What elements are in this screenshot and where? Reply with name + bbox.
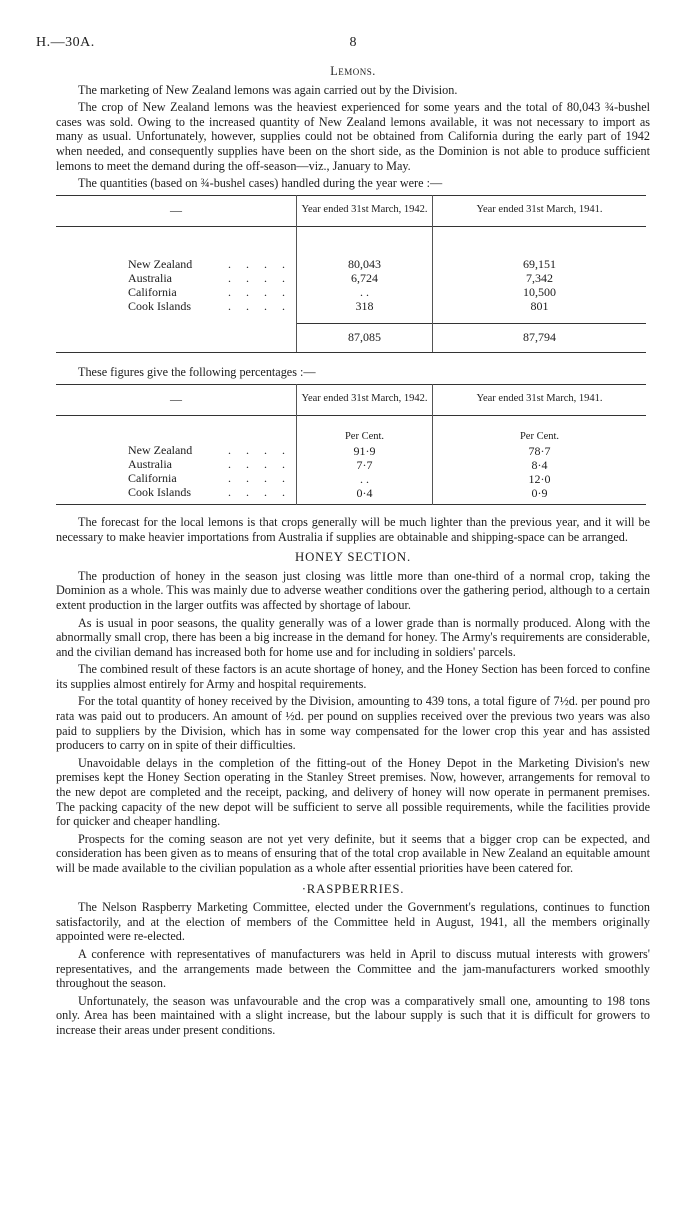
table-body (56, 257, 646, 313)
cell-1941: 10,500 (523, 284, 556, 299)
cell-1942: 318 (355, 298, 374, 313)
table-header-1942: Year ended 31st March, 1942. (297, 195, 433, 226)
row-label: Cook Islands . . . . (128, 298, 291, 313)
raspberries-paragraph-3: Unfortunately, the season was unfavourable and the crop was a comparatively small one, amounting to 198 tons only. Area has been maintained with a slight increase, but the labour supply is such that it is difficult for growers to increase their areas under present conditions. (56, 993, 650, 1037)
page-number: 8 (349, 35, 357, 50)
total-1942: 87,085 (297, 323, 433, 353)
page-header (36, 30, 650, 50)
row-label: California . . . . (128, 470, 291, 485)
honey-section-heading: HONEY SECTION. (295, 550, 411, 565)
row-label: California . . . . (128, 284, 291, 299)
table-header-1941: Year ended 31st March, 1941. (433, 195, 647, 226)
cell-1941: 69,151 (523, 256, 556, 271)
honey-paragraph-2: As is usual in poor seasons, the quality generally was of a lower grade than is normally produced. Along with the abnormally small crop, there has been a big increase in the demand for honey. The Army's requirements are considerable, and the civilian demand has increased both for home use and for including in soldiers' parcels. (56, 615, 650, 659)
table-header-blank: — (170, 391, 182, 406)
honey-paragraph-1: The production of honey in the season just closing was little more than one-third of a normal crop, taking the Dominion as a whole. This was mainly due to adverse weather conditions over the gathering period, although to a certain extent production in the larger outfits was affected by shortage of labour. (56, 568, 650, 612)
cell-1941: 801 (530, 298, 549, 313)
lemon-percentages-table (56, 384, 646, 505)
document-reference: H.—30A. (36, 35, 95, 50)
row-label: Australia . . . . (128, 456, 291, 471)
table-header-1942: Year ended 31st March, 1942. (297, 384, 433, 415)
unit-label-1942: Per Cent. (344, 430, 385, 442)
cell-1942: 7·7 (356, 457, 373, 472)
cell-1941: 78·7 (528, 443, 551, 458)
honey-paragraph-6: Prospects for the coming season are not yet very definite, but it seems that a bigger crop can be expected, and consideration has been given as to means of ensuring that of the total crop available in New Zealand an equitable amount will be made available to the civilian population as a whole after essential priorities have been catered for. (56, 831, 650, 875)
unit-label-1941: Per Cent. (519, 430, 560, 442)
table-total-row (56, 323, 646, 353)
lemons-paragraph-2: The crop of New Zealand lemons was the heaviest experienced for some years and the total of 80,043 ¾-bushel cases was sold. Owing to the increased quantity of New Zealand lemons available, it was not necessary to import as many as usual. Unfortunately, however, supplies could not be obtained from California during the early part of 1942 when needed, and consequently supplies have been on the short side, as the Dominion is not able to produce sufficient lemons to meet the demand during the off-season—viz., January to May. (56, 100, 650, 173)
cell-1942: . . (360, 284, 369, 299)
percentages-intro: These figures give the following percentages :— (78, 365, 316, 380)
lemons-paragraph-1: The marketing of New Zealand lemons was again carried out by the Division. (78, 82, 458, 97)
cell-1942: 91·9 (353, 443, 376, 458)
cell-1942: 6,724 (351, 270, 378, 285)
raspberries-heading: ·RASPBERRIES. (301, 881, 405, 896)
table-header-1941: Year ended 31st March, 1941. (433, 384, 647, 415)
row-label: Cook Islands . . . . (128, 484, 291, 499)
row-label: New Zealand . . . . (128, 256, 291, 271)
table-header-blank: — (170, 202, 182, 217)
table-header-row (56, 384, 646, 415)
raspberries-paragraph-1: The Nelson Raspberry Marketing Committee, elected under the Government's regulations, continues to function satisfactorily, and at the election of members of the Committee held in August, 1941, all the members originally appointed were re-elected. (56, 900, 650, 944)
row-label: New Zealand . . . . (128, 442, 291, 457)
honey-paragraph-3: The combined result of these factors is an acute shortage of honey, and the Honey Section has been forced to confine its supplies almost entirely for Army and hospital requirements. (56, 662, 650, 691)
cell-1941: 7,342 (526, 270, 553, 285)
cell-1942: 80,043 (348, 256, 381, 271)
cell-1941: 12·0 (528, 471, 551, 486)
lemons-paragraph-3: The quantities (based on ¾-bushel cases) handled during the year were :— (78, 176, 443, 191)
cell-1942: 0·4 (356, 485, 373, 500)
lemons-heading: Lemons. (330, 64, 376, 78)
raspberries-paragraph-2: A conference with representatives of manufacturers was held in April to discuss mutual interests with growers' representatives, and the arrangements made between the Committee and the jam-manufacturers worked smoothly throughout the season. (56, 946, 650, 991)
honey-paragraph-5: Unavoidable delays in the completion of the fitting-out of the Honey Depot in the Marketing Division's new premises kept the Honey Section operating in the Stanley Street premises. Now, however, arrangements for removal to the new depot are completed and the receipt, packing, and delivery of honey will now operate in permanent premises. The packing capacity of the new depot will be sufficient to serve all possible requirements, while the facilities provide for quicker and cheaper handling. (56, 755, 650, 829)
row-label: Australia . . . . (128, 270, 291, 285)
total-1941: 87,794 (433, 323, 647, 353)
cell-1941: 8·4 (531, 457, 548, 472)
table-header-row (56, 195, 646, 226)
cell-1941: 0·9 (531, 485, 548, 500)
lemon-quantities-table (56, 195, 646, 354)
table-body (56, 415, 646, 504)
cell-1942: . . (360, 471, 369, 486)
honey-paragraph-4: For the total quantity of honey received by the Division, amounting to 439 tons, a total figure of 7½d. per pound pro rata was paid out to producers. An amount of ½d. per pound on supplies received over the previous two years was also paid to suppliers by the Division, which has in some way compensated for the lower crop this year and has assisted producers to carry on in spite of their difficulties. (56, 694, 650, 753)
lemons-forecast-paragraph: The forecast for the local lemons is that crops generally will be much lighter than the previous year, and it will be necessary to make heavier importations from Australia if supplies are obtainable and shipping-space can be arranged. (56, 514, 650, 544)
